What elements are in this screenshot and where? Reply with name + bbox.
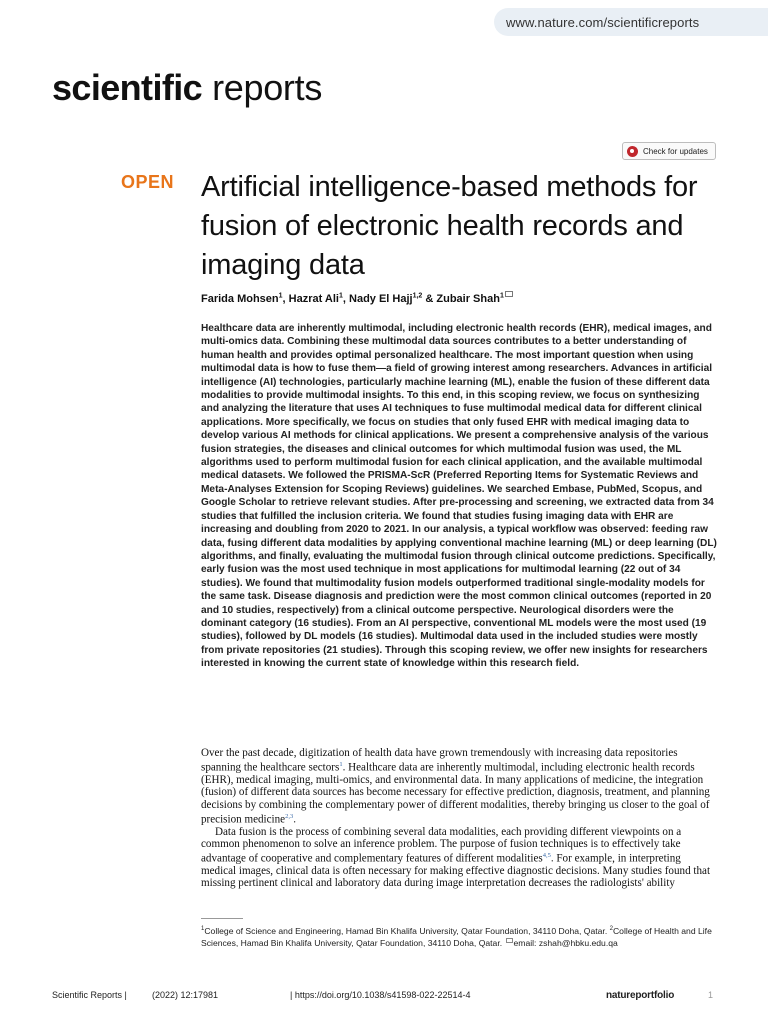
brand-reports: reports	[212, 67, 323, 108]
author-name[interactable]: Hazrat Ali	[288, 293, 339, 305]
author-name[interactable]: Zubair Shah	[436, 293, 500, 305]
body-paragraph	[201, 747, 717, 826]
email-label: email:	[513, 937, 539, 948]
open-access-badge: OPEN	[121, 172, 175, 192]
citation-ref[interactable]: 2,3	[285, 812, 294, 820]
footnote-divider	[201, 918, 243, 919]
email-icon[interactable]	[505, 291, 513, 297]
affiliation-sup: 1	[201, 926, 205, 932]
body-text-run: .	[293, 813, 297, 826]
body-paragraph	[201, 826, 717, 890]
page-number: 1	[708, 990, 714, 1000]
author-affiliation-sup: 1	[338, 292, 343, 300]
article-body	[201, 747, 717, 889]
body-text-run: . Healthcare data are inherently multimodal, including electronic health records (EHR), medical imaging, multi-omics, and environmental data. In many applications of medicine, the integration (fusion) of different data sources has become necessary for effective prediction, diagnosis, treatment, and planning decisions by combining the complementary power of different modalities, thereby bringing us closer to the goal of precision medicine	[201, 761, 710, 826]
affiliation-sup: 2	[609, 926, 613, 932]
email-icon	[506, 938, 513, 943]
article-title: Artificial intelligence-based methods for fusion of electronic health records and imaging data	[201, 171, 698, 281]
journal-url[interactable]: www.nature.com/scientificreports	[506, 14, 700, 30]
corresponding-email[interactable]: zshah@hbku.edu.qa	[538, 937, 618, 948]
author-name[interactable]: Farida Mohsen	[201, 293, 279, 305]
body-text-run: . For example, in interpreting medical images, clinical data is often necessary for making effective diagnostic decisions. Many studies found that missing pertinent clinical and laboratory data during image interpretation decreases the radiologists' ability	[201, 852, 711, 890]
check-for-updates-label: Check for updates	[643, 146, 708, 156]
citation-ref[interactable]: 1	[339, 761, 343, 769]
brand-scientific: scientific	[52, 67, 203, 108]
journal-brand	[52, 66, 322, 110]
nature-portfolio-logo: natureportfolio	[606, 990, 675, 1001]
journal-url-bar[interactable]	[494, 8, 768, 36]
affiliations-footnote	[201, 924, 719, 949]
abstract: Healthcare data are inherently multimodal, including electronic health records (EHR), medical images, and multi-omics data. Combining these multimodal data sources contributes to a better understanding of human health and provides optimal personalized healthcare. The most important question when using multimodal data is how to fuse them—a field of growing interest among researchers. Advances in artificial intelligence (AI) technologies, particularly machine learning (ML), enable the fusion of these different data modalities to provide multimodal insights. To this end, in this scoping review, we focus on synthesizing and analyzing the literature that uses AI techniques to fuse multimodal medical data for different clinical applications. More specifically, we focus on studies that only fused EHR with medical imaging data to develop various AI methods for clinical applications. We present a comprehensive analysis of the various fusion strategies, the diseases and clinical outcomes for which multimodal fusion was used, the ML algorithms used to perform multimodal fusion for each clinical application, and the available multimodal medical datasets. We followed the PRISMA-ScR (Preferred Reporting Items for Systematic Reviews and Meta-Analyses Extension for Scoping Reviews) guidelines. We searched Embase, PubMed, Scopus, and Google Scholar to retrieve relevant studies. After pre-processing and screening, we extracted data from 34 studies that fulfilled the inclusion criteria. We found that studies fusing imaging data with EHR are increasing and doubling from 2020 to 2021. In our analysis, a typical workflow was observed: feeding raw data, fusing different data modalities by applying conventional machine learning (ML) or deep learning (DL) algorithms, and finally, evaluating the multimodal fusion through clinical outcome predictions. Specifically, early fusion was the most used technique in most applications for multimodal learning (22 out of 34 studies). We found that multimodality fusion models outperformed traditional single-modality models for the same task. Disease diagnosis and prediction were the most common clinical outcomes (reported in 20 and 10 studies, respectively) from a clinical outcome perspective. Neurological disorders were the dominant category (16 studies). From an AI perspective, conventional ML models were the most used (19 studies), followed by DL models (16 studies). Multimodal data used in the included studies were mostly from private repositories (21 studies). Through this scoping review, we offer new insights for researchers interested in knowing the current state of knowledge within this research field.	[201, 323, 717, 670]
author-name[interactable]: Nady El Hajj	[349, 293, 413, 305]
footer-year-volume: (2022) 12:17981	[152, 990, 219, 1000]
citation-ref[interactable]: 4,5	[542, 852, 551, 859]
author-affiliation-sup: 1	[499, 292, 504, 300]
body-text-run: Over the past decade, digitization of health data have grown tremendously with increasing data repositories spanning the healthcare sectors	[201, 747, 678, 774]
check-for-updates-button[interactable]	[622, 142, 716, 160]
footer-journal: Scientific Reports |	[52, 990, 127, 1000]
affiliation-text: College of Science and Engineering, Hamad Bin Khalifa University, Qatar Foundation, 34110 Doha, Qatar.	[204, 925, 610, 936]
affiliation-text: College of Health and Life Sciences, Hamad Bin Khalifa University, Qatar Foundation, 34110 Doha, Qatar.	[201, 925, 712, 948]
author-affiliation-sup: 1,2	[412, 292, 423, 300]
page-footer	[52, 990, 716, 1004]
body-text-run: Data fusion is the process of combining several data modalities, each providing different viewpoints on a common phenomenon to solve an inference problem. The purpose of fusion techniques is to effectively take advantage of cooperative and complementary features of different modalities	[201, 825, 682, 865]
author-affiliation-sup: 1	[278, 292, 283, 300]
author-list: Farida Mohsen$^1$, Hazrat Ali$^1$, Nady El Hajj$^{1,2}$ & Zubair Shah$^1$	[201, 291, 513, 305]
crossmark-icon	[627, 146, 638, 157]
footer-doi-link[interactable]: | https://doi.org/10.1038/s41598-022-22514-4	[290, 990, 471, 1000]
